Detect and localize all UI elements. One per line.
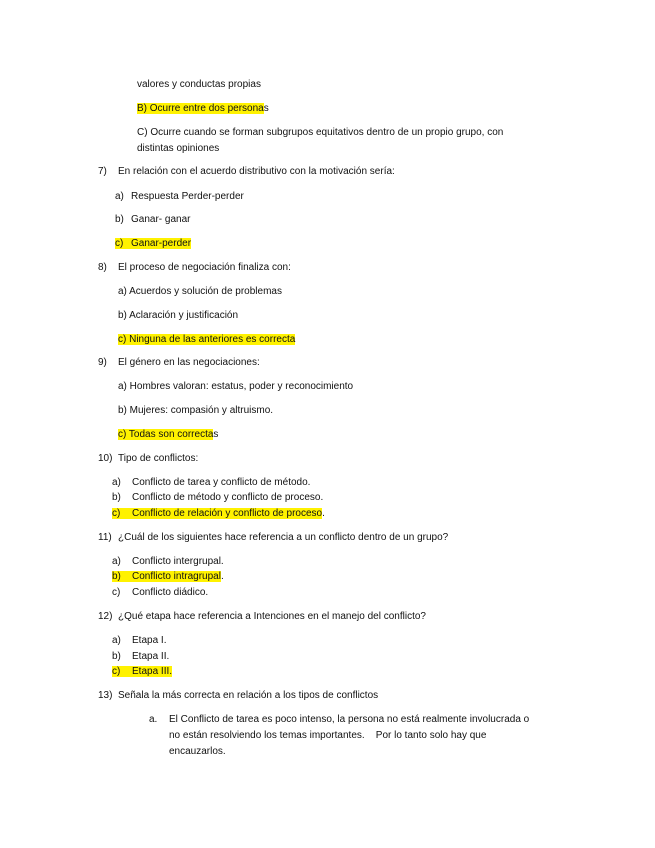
- q10-option-b: b) Conflicto de método y conflicto de proceso.: [112, 492, 324, 503]
- question-9: 9) El género en las negociaciones:: [98, 357, 260, 368]
- q9-option-b: b) Mujeres: compasión y altruismo.: [118, 405, 274, 416]
- answer-highlight: c) Ganar-perder: [115, 238, 192, 249]
- question-7: 7) En relación con el acuerdo distributivo con la motivación sería:: [98, 166, 395, 177]
- q8-option-c: [118, 333, 295, 346]
- q11-option-a: a) Conflicto intergrupal.: [112, 556, 224, 567]
- prev-option-c-line1: C) Ocurre cuando se forman subgrupos equitativos dentro de un propio grupo, con: [137, 127, 504, 138]
- q7-option-b: b) Ganar- ganar: [115, 214, 191, 225]
- q12-option-c: [112, 665, 172, 678]
- question-12: 12) ¿Qué etapa hace referencia a Intenciones en el manejo del conflicto?: [98, 611, 426, 622]
- q10-option-c: c) Conflicto de relación y conflicto de proceso.: [112, 508, 325, 519]
- q11-option-c: c) Conflicto diádico.: [112, 587, 209, 598]
- answer-highlight: c) Etapa III.: [112, 666, 173, 677]
- answer-highlight: c) Todas son correcta: [118, 429, 214, 440]
- question-8: 8) El proceso de negociación finaliza con:: [98, 262, 291, 273]
- q7-option-a: a) Respuesta Perder-perder: [115, 191, 244, 202]
- q13-option-a-line2: no están resolviendo los temas importantes. Por lo tanto solo hay que: [169, 730, 487, 741]
- q12-option-a: a) Etapa I.: [112, 635, 167, 646]
- q8-option-b: b) Aclaración y justificación: [118, 310, 239, 321]
- q7-option-c: [115, 237, 191, 250]
- prev-option-b: B) Ocurre entre dos personas: [137, 103, 269, 114]
- q12-option-b: b) Etapa II.: [112, 651, 170, 662]
- q13-option-a-line3: encauzarlos.: [169, 746, 226, 757]
- question-13: 13) Señala la más correcta en relación a los tipos de conflictos: [98, 690, 379, 701]
- prev-question-tail: valores y conductas propias: [137, 79, 261, 90]
- q9-option-a: a) Hombres valoran: estatus, poder y reconocimiento: [118, 381, 354, 392]
- answer-highlight: b) Conflicto intragrupal: [112, 571, 221, 582]
- q8-option-a: a) Acuerdos y solución de problemas: [118, 286, 282, 297]
- answer-highlight: c) Conflicto de relación y conflicto de proceso: [112, 508, 323, 519]
- q10-option-a: a) Conflicto de tarea y conflicto de método.: [112, 477, 311, 488]
- q13-option-a-label: a.: [149, 714, 158, 725]
- question-10: 10) Tipo de conflictos:: [98, 453, 199, 464]
- q11-option-b: b) Conflicto intragrupal.: [112, 571, 224, 582]
- answer-highlight: c) Ninguna de las anteriores es correcta: [118, 334, 296, 345]
- question-11: 11) ¿Cuál de los siguientes hace referencia a un conflicto dentro de un grupo?: [98, 532, 449, 543]
- q13-option-a-line1: El Conflicto de tarea es poco intenso, la persona no está realmente involucrada o: [169, 714, 530, 725]
- q9-option-c: c) Todas son correctas: [118, 429, 219, 440]
- answer-highlight: B) Ocurre entre dos persona: [137, 103, 264, 114]
- prev-option-c-line2: distintas opiniones: [137, 143, 220, 154]
